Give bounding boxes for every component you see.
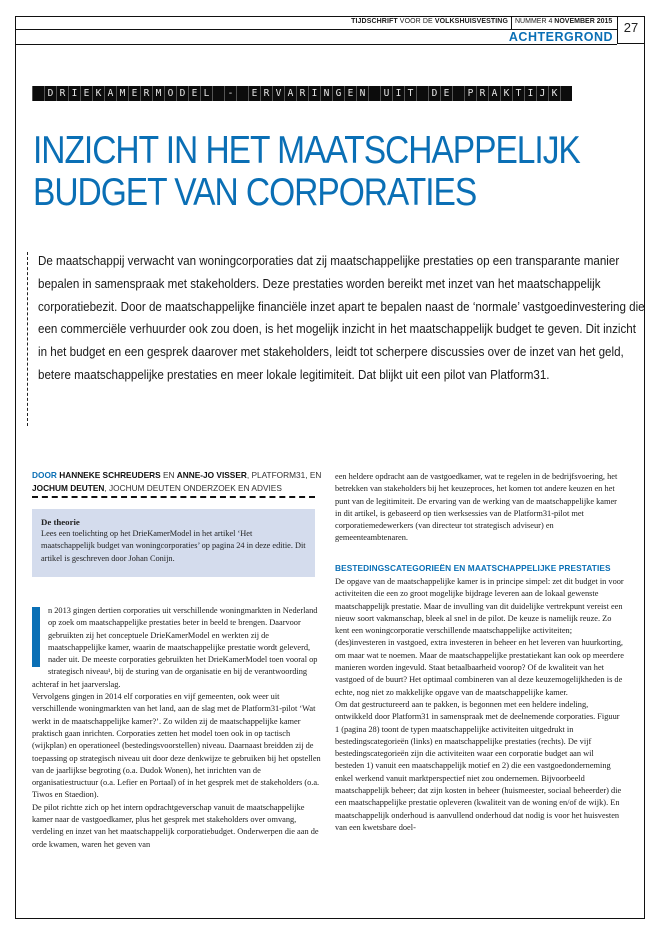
title-line-2: BUDGET VAN CORPORATIES [33,171,477,214]
kicker-letter: V [272,86,284,101]
sidebar-box [32,509,315,577]
author-affiliation: , PLATFORM31, EN [246,470,322,480]
kicker-letter: G [332,86,344,101]
kicker-letter: L [200,86,212,101]
author-affiliation: , JOCHUM DEUTEN ONDERZOEK EN ADVIES [104,482,282,493]
body-column-2 [335,471,625,545]
kicker-letter: I [68,86,80,101]
body-paragraph: Vervolgens gingen in 2014 elf corporaties en vijf gemeenten, ook weer uit verschillende woningmarkten van het land, aan de slag met de Platform31-pilot ‘Wat werkt in de maatschappelijke kamer?’. Zo wilden zij de maatschappelijke kamer praktisch gaan inrichten. Corporaties zetten het model toen ook in op tactisch (wijkplan) en operationeel (bestedingsvoorstellen) niveau. Daarnaast breidden zij de toepassing op strategisch niveau uit door deze denkwijze te gebruiken bij het opstellen van de jaarlijkse begroting (o.a. Dudok Wonen), het inrichten van de organisatiestructuur (o.a. Lefier en Portaal) of in het gesprek met de stakeholders (o.a. Tiwos en Staedion). [32,692,321,800]
article-title [33,130,580,214]
journal-name-part: VOLKSHUISVESTING [434,18,508,25]
kicker-letter: A [488,86,500,101]
intro-paragraph [38,250,645,387]
byline-door: DOOR [32,470,57,480]
kicker-letter: M [152,86,164,101]
issue-info [515,18,612,25]
kicker-letter: E [188,86,200,101]
kicker-letter: E [440,86,452,101]
header-separator [511,16,512,29]
kicker-letter: E [128,86,140,101]
kicker-letter [212,86,224,101]
kicker-letter: J [536,86,548,101]
kicker-letter: R [296,86,308,101]
kicker-letter: M [116,86,128,101]
issue-number: NUMMER 4 [515,18,553,25]
kicker-letter: R [476,86,488,101]
kicker-letter: A [104,86,116,101]
author-name: HANNEKE SCHREUDERS [59,470,161,480]
kicker-letter [236,86,248,101]
intro-text: De maatschappij verwacht van woningcorporaties dat zij maatschappelijke prestaties op een transparante manier bepalen in samenspraak met stakeholders. Deze prestaties worden bereikt met inzet van het maatschappelijk corporatiebezit. Door de maatschappelijke financiële inzet apart te bepalen naast de ‘normale’ vastgoedinvestering die een commerciële verhuurder ook zou doen, is het mogelijk inzicht in het maatschappelijk budget te geven. Dit inzicht in het budget en een gesprek daarover met stakeholders, leidt tot scherpere discussies over de inzet van het geld, betere maatschappelijke prestaties en meer lokale legitimiteit. Dat blijkt uit een pilot van Platform31. [38,253,645,382]
kicker-letter: D [428,86,440,101]
sidebar-heading: De theorie [41,517,80,527]
kicker-letter: D [44,86,56,101]
kicker-banner [32,86,572,101]
author-name: JOCHUM DEUTEN [32,482,105,493]
kicker-letter: E [248,86,260,101]
byline-divider [32,496,315,498]
body-paragraph [32,605,322,691]
byline [32,469,332,494]
kicker-letter: K [92,86,104,101]
body-column-1 [32,605,322,851]
section-subheading: BESTEDINGSCATEGORIEËN EN MAATSCHAPPELIJKE PRESTATIES [335,563,611,573]
kicker-letter: K [500,86,512,101]
kicker-letter: R [140,86,152,101]
kicker-letter: I [524,86,536,101]
journal-name [330,18,508,25]
kicker-letter: R [56,86,68,101]
kicker-letter [560,86,572,101]
title-line-1: INZICHT IN HET MAATSCHAPPELIJK [33,129,580,172]
kicker-letter: U [380,86,392,101]
author-name: ANNE-JO VISSER [176,470,247,480]
kicker-letter: P [464,86,476,101]
kicker-letter: E [80,86,92,101]
kicker-letter: I [392,86,404,101]
page-number: 27 [623,20,639,35]
kicker-letter: N [356,86,368,101]
kicker-letter [32,86,44,101]
kicker-letter: A [284,86,296,101]
dropcap-paragraph-text: n 2013 gingen dertien corporaties uit verschillende woningmarkten in Nederland op zoek om maatschappelijke prestaties beter in beeld te brengen. Daarvoor gebruikten zij het conceptuele DrieKamerModel en werkten zij de maatschappelijke kamer, waarin de maatschappelijke prestatie wordt geleverd, nader uit. De meeste corporaties gebruikten het DrieKamerModel toen vooral op strategisch niveau¹, bij de sturing van de organisatie en bij de verantwoording achteraf in het jaarverslag. [32,606,318,689]
kicker-letter: T [512,86,524,101]
issue-date: NOVEMBER 2015 [554,18,613,25]
kicker-letter: R [260,86,272,101]
body-paragraph: De pilot richtte zich op het intern opdrachtgeverschap vanuit de maatschappelijke kamer naar de vastgoedkamer, plus het gesprek met stakeholders over omvang, verdeling en inzet van het maatschappelijk corporatiebudget. Onderwerpen die aan de orde kwamen, waren het geven van [32,802,319,849]
kicker-letter: O [164,86,176,101]
kicker-letter: - [224,86,236,101]
journal-name-part: VOOR DE [397,18,435,25]
kicker-letter [416,86,428,101]
kicker-letter: K [548,86,560,101]
body-paragraph: De opgave van de maatschappelijke kamer is in principe simpel: zet dit budget in voor activiteiten die een zo groot mogelijke bijdrage leveren aan de lokaal gewenste maatschappelijk prestatie. Maar de invulling van dit duidelijke vertrekpunt vereist een nieuw soort vakmanschap, bleek al snel in de pilot. De keuze is namelijk reuze. Zo kent een woningcorporatie verschillende maatschappelijke activiteiten; (des)investeren in vastgoed, extra investeren in beheer en het leveren van huurkorting, om maar wat te noemen. Maar de maatschappelijke prestatiekant kan ook op meerdere manieren worden ingevuld. Staat betaalbaarheid voorop? Of de kwaliteit van het vastgoed of de buurt? Het optimaal combineren van al deze keuzemogelijkheden is de echte, nog niet zo makkelijke opgave van de maatschappelijke kamer. [335,577,624,697]
kicker-letter: T [404,86,416,101]
byline-connector: EN [160,470,177,480]
kicker-letter: N [320,86,332,101]
body-column-2-continued [335,576,625,834]
sidebar-body: Lees een toelichting op het DrieKamerModel in het artikel ‘Het maatschappelijk budget van woningcorporaties’ op pagina 24 in deze editie. Dit artikel is geschreven door Johan Conijn. [41,529,306,563]
intro-rule [27,252,28,426]
kicker-letter [452,86,464,101]
kicker-letter [368,86,380,101]
header-rule-bottom [15,44,617,45]
body-paragraph: een heldere opdracht aan de vastgoedkamer, wat te regelen in de bedrijfsvoering, het betrekken van stakeholders bij het keuzeproces, het komen tot andere keuzen en het punt van de legitimiteit. De ervaring van de werking van de maatschappelijke kamer in dit artikel, is gebaseerd op tien werksessies van de Platform31-pilot met corporatiemedewerkers (van directeur tot strategisch adviseur) en gemeenteambtenaren. [335,472,618,543]
dropcap-bar [32,607,40,667]
kicker-letter: D [176,86,188,101]
body-paragraph: Om dat gestructureerd aan te pakken, is begonnen met een heldere indeling, ontwikkeld door Platform31 in samenspraak met de deelnemende corporaties. Figuur 1 (pagina 28) toont de typen maatschappelijke activiteiten uitgedrukt in bestedingscategorieën (links) en maatschappelijke prestaties (rechts). De vijf bestedingscategorieën zijn die activiteiten waar een corporatie budget aan wil besteden 1) vanuit een maatschappelijk motief en 2) die een vastgoedonderneming enkel werkend vanuit marktperspectief niet zou ondernemen. Bijvoorbeeld maatschappelijk beheer; dat zijn kosten in beheer (huismeester, sociaal beheerder) die een maatschappelijke prestatie opleveren (kwaliteit van de woning en/of de wijk). En maatschappelijk onderhoud is aanvullend onderhoud dat nodig is voor het huisvesten van een kwetsbare doel- [335,699,622,832]
journal-name-part: TIJDSCHRIFT [351,18,398,25]
kicker-letter: E [344,86,356,101]
section-label: ACHTERGROND [508,30,613,44]
kicker-letter: I [308,86,320,101]
